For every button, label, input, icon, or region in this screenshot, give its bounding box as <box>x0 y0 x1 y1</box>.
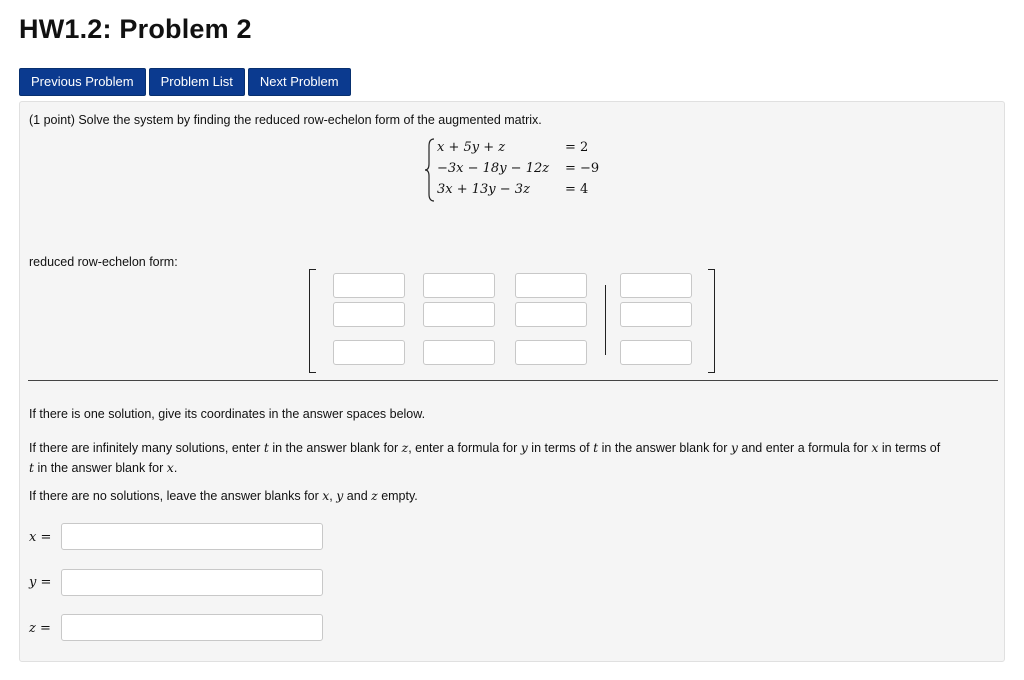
instruction-text: , <box>329 489 337 503</box>
equation-rhs: = −9 <box>565 161 600 176</box>
left-brace-icon <box>425 138 435 202</box>
problem-list-button[interactable]: Problem List <box>149 68 245 96</box>
math-var: t <box>29 460 35 475</box>
one-solution-instruction: If there is one solution, give its coordinates in the answer spaces below. <box>29 407 426 421</box>
x-answer-label: x = <box>29 530 52 545</box>
y-answer-label: y = <box>29 575 52 590</box>
instruction-text: empty. <box>377 489 418 503</box>
matrix-cell-r1c4[interactable] <box>620 273 692 298</box>
matrix-right-bracket <box>708 269 715 373</box>
math-var: t <box>263 440 269 455</box>
z-answer-label: z = <box>29 621 51 636</box>
math-var: x <box>871 440 879 455</box>
matrix-cell-r3c3[interactable] <box>515 340 587 365</box>
equation-rhs: = 4 <box>565 182 589 197</box>
matrix-cell-r3c4[interactable] <box>620 340 692 365</box>
augmented-matrix <box>309 269 715 373</box>
matrix-cell-r3c1[interactable] <box>333 340 405 365</box>
matrix-cell-r3c2[interactable] <box>423 340 495 365</box>
equation-rhs: = 2 <box>565 140 589 155</box>
equation-lhs: −3x − 18y − 12z <box>437 161 550 176</box>
matrix-cell-r1c1[interactable] <box>333 273 405 298</box>
math-var: y <box>336 488 344 503</box>
no-solutions-instruction <box>29 488 418 503</box>
x-answer-input[interactable] <box>61 523 323 550</box>
matrix-cell-r2c4[interactable] <box>620 302 692 327</box>
y-answer-input[interactable] <box>61 569 323 596</box>
instruction-text: in the answer blank for <box>598 441 731 455</box>
instruction-text: If there are infinitely many solutions, enter <box>29 441 264 455</box>
problem-intro: (1 point) Solve the system by finding the reduced row-echelon form of the augmented matrix. <box>29 113 542 127</box>
instruction-text: and enter a formula for <box>737 441 872 455</box>
equation-lhs: x + 5y + z <box>437 140 506 155</box>
matrix-left-bracket <box>309 269 316 373</box>
instruction-text: , enter a formula for <box>408 441 521 455</box>
matrix-cell-r1c3[interactable] <box>515 273 587 298</box>
instruction-text: . <box>173 461 178 475</box>
problem-nav <box>19 68 351 96</box>
math-var: y <box>520 440 528 455</box>
augment-divider <box>605 285 606 355</box>
math-var: t <box>593 440 599 455</box>
matrix-cell-r2c3[interactable] <box>515 302 587 327</box>
matrix-cell-r2c1[interactable] <box>333 302 405 327</box>
problem-panel <box>19 101 1005 662</box>
instruction-text: in terms of <box>878 441 941 455</box>
math-var: y <box>730 440 738 455</box>
instruction-text: in the answer blank for <box>34 461 167 475</box>
z-answer-input[interactable] <box>61 614 323 641</box>
math-var: z <box>401 440 409 455</box>
section-divider <box>28 380 998 381</box>
matrix-cell-r2c2[interactable] <box>423 302 495 327</box>
math-var: x <box>322 488 330 503</box>
matrix-cell-r1c2[interactable] <box>423 273 495 298</box>
instruction-text: in terms of <box>527 441 594 455</box>
rref-label: reduced row-echelon form: <box>29 255 178 269</box>
instruction-text: in the answer blank for <box>268 441 402 455</box>
math-var: x <box>166 460 174 475</box>
math-var: z <box>371 488 378 503</box>
page-title: HW1.2: Problem 2 <box>19 14 252 44</box>
instruction-text: If there are no solutions, leave the answer blanks for <box>29 489 323 503</box>
equation-lhs: 3x + 13y − 3z <box>437 182 530 197</box>
infinite-solutions-instruction <box>29 438 994 478</box>
next-problem-button[interactable]: Next Problem <box>248 68 351 96</box>
instruction-text: and <box>343 489 372 503</box>
previous-problem-button[interactable]: Previous Problem <box>19 68 146 96</box>
